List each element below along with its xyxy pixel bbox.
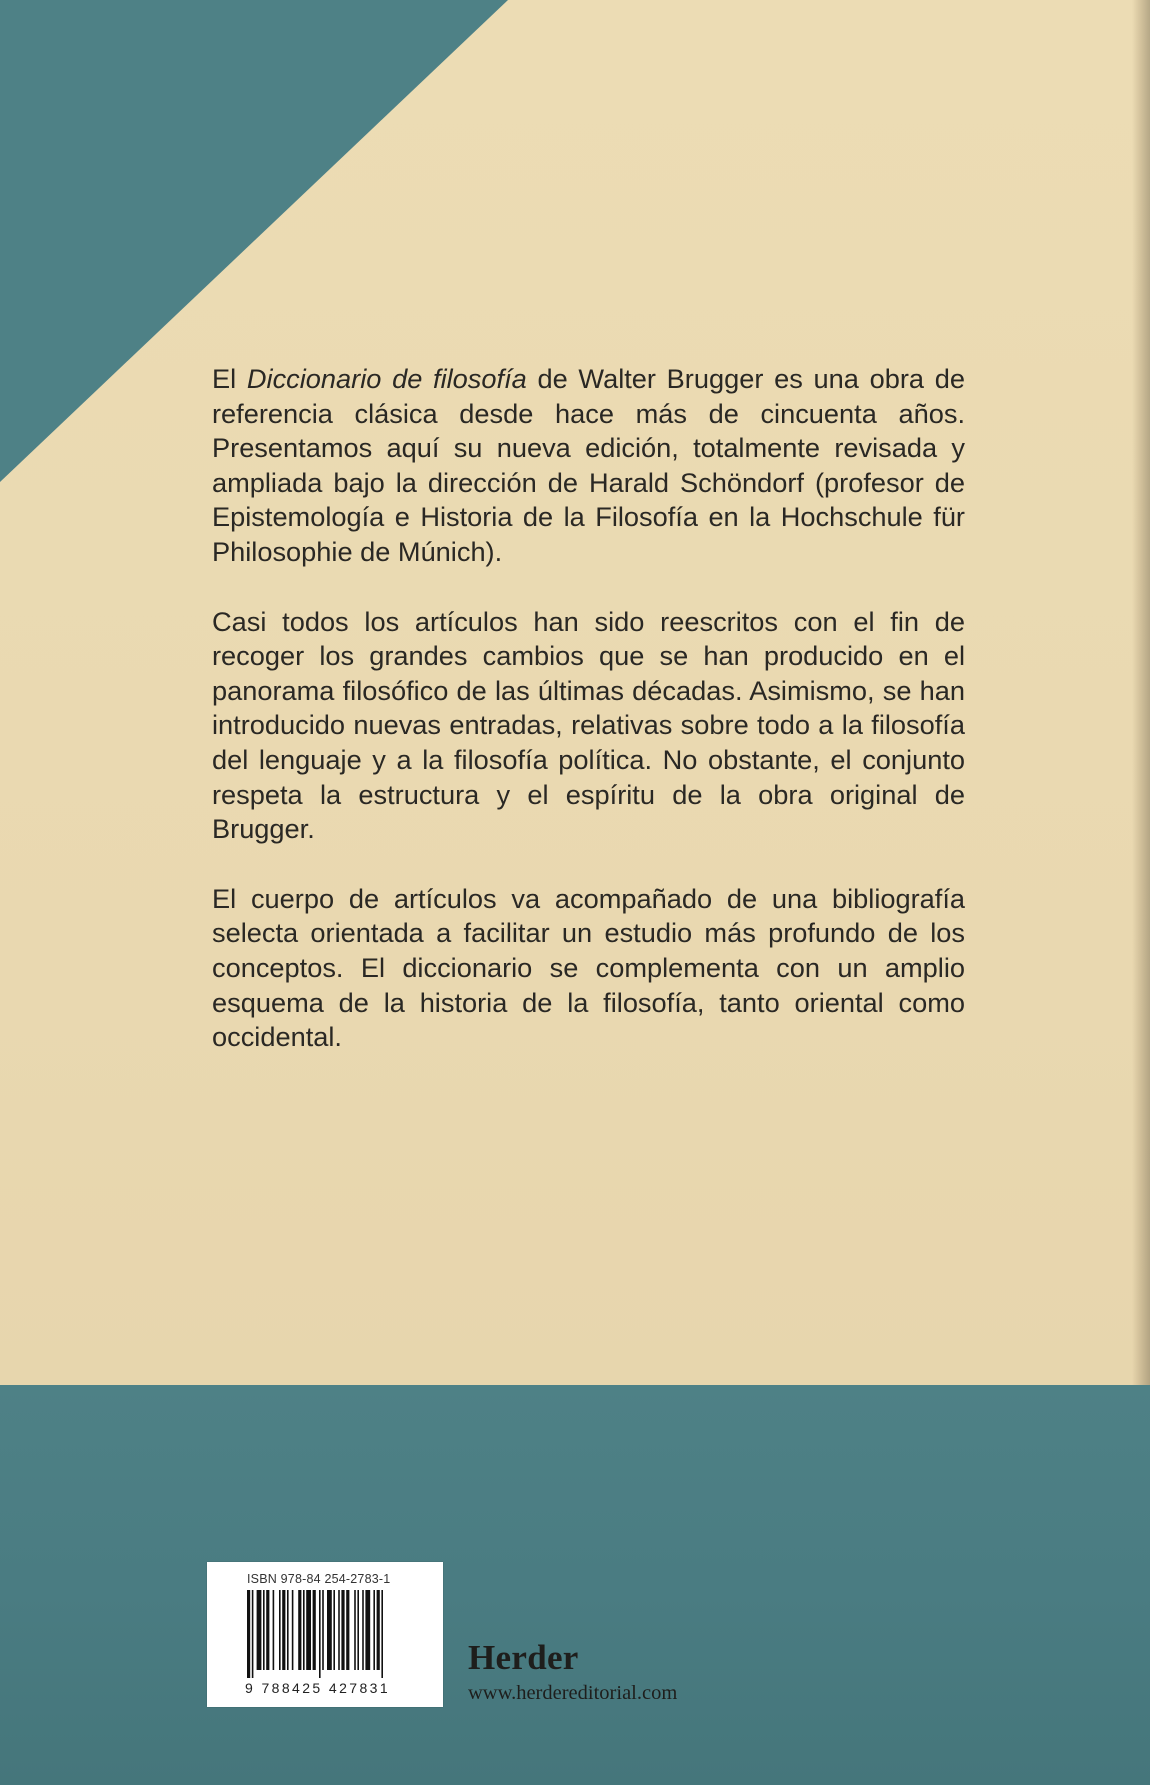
barcode-bars: [247, 1590, 423, 1678]
publisher-logo: Herder: [468, 1638, 579, 1677]
barcode-digits: 9 788425 427831: [245, 1680, 390, 1696]
isbn-barcode: [207, 1562, 443, 1707]
description-text: [212, 362, 965, 1090]
description-paragraph-2: Casi todos los artículos han sido reescritos con el fin de recoger los grandes cambios que se han producido en el panorama filosófico de las últimas décadas. Asimismo, se han introducido nuevas entradas, relativas sobre todo a la filosofía del lenguaje y a la filosofía política. No obstante, el conjunto respeta la estructura y el espíritu de la obra original de Brugger.: [212, 605, 965, 845]
paragraph-1-body: de Walter Brugger es una obra de referencia clásica desde hace más de cincuenta años. Presentamos aquí su nueva edición, totalmente revisada y ampliada bajo la dirección de Harald Schöndorf (profesor de Epistemología e Historia de la Filosofía en la Hochschule für Philosophie de Múnich).: [212, 363, 965, 567]
teal-bottom-band: [0, 1385, 1150, 1785]
description-paragraph-3: El cuerpo de artículos va acompañado de una bibliografía selecta orientada a facilitar un estudio más profundo de los conceptos. El diccionario se complementa con un amplio esquema de la historia de la filosofía, tanto oriental como occidental.: [212, 882, 965, 1053]
book-title-italic: Diccionario de filosofía: [246, 363, 527, 394]
paragraph-1-intro: El: [212, 363, 247, 394]
publisher-website: www.herdereditorial.com: [468, 1682, 678, 1704]
isbn-label: ISBN 978-84 254-2783-1: [247, 1572, 391, 1586]
description-paragraph-1: [212, 362, 965, 570]
